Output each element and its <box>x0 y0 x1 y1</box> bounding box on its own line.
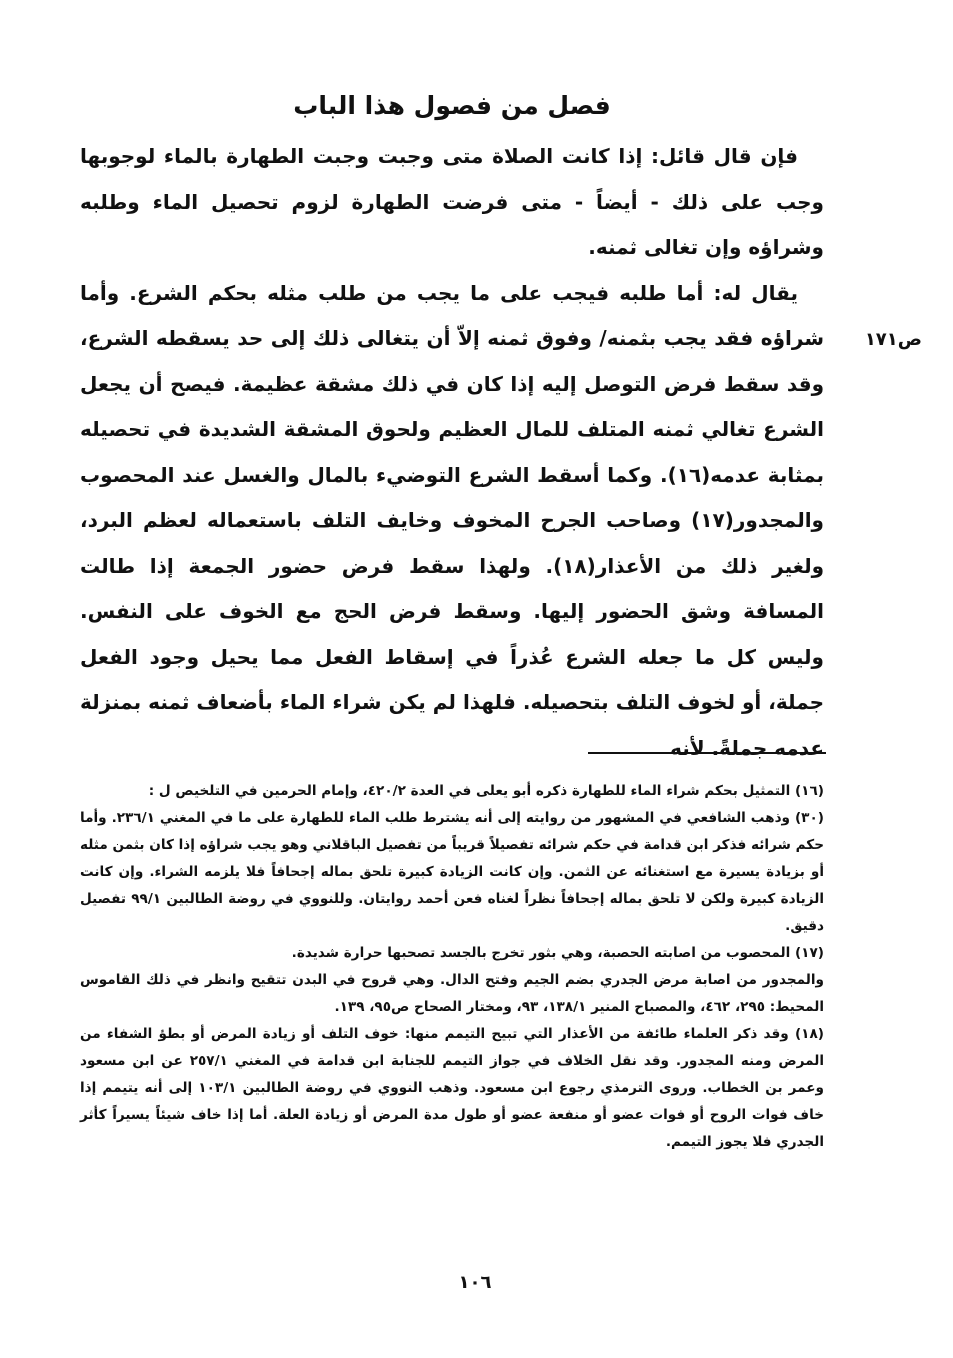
marginal-page-reference: ص١٧١ <box>864 329 922 350</box>
paragraph-text: فإن قال قائل: إذا كانت الصلاة متى وجبت وجبت الطهارة بالماء لوجوبها وجب على ذلك - أيضاً - متى فرضت الطهارة لزوم تحصيل الماء وطلبه وشراؤه وإن تغالى ثمنه. <box>80 144 824 259</box>
footnote: (١٦) التمثيل بحكم شراء الماء للطهارة ذكره أبو يعلى في العدة ٤٢٠/٢، وإمام الحرمين في التلخيص ل : <box>148 783 824 799</box>
footnote: (٣٠) وذهب الشافعي في المشهور من روايته إلى أنه يشترط طلب الماء للطهارة على ما في المغني ٢٣٦/١. وأما حكم شرائه فذكر ابن قدامة في حكم شرائه تفصيلاً قريباً من تفصيل الباقلاني وهو يجب شراؤه إذا كان بثمن مثله أو بزيادة يسيرة مع استغنائه عن الثمن. وإن كانت الزيادة كبيرة تلحق بماله إجحافاً فلا يلزمه الشراء. وإن كانت الزيادة كبيرة ولكن لا تلحق بماله إجحافاً نظراً لغناه فعن أحمد روايتان. وللنووي في روضة الطالبين ٩٩/١ تفصيل دقيق. <box>80 810 824 934</box>
footnote-separator <box>588 752 826 754</box>
paragraph <box>80 134 824 271</box>
footnote: (١٧) المحصوب من اصابته الحصبة، وهي بثور تخرج بالجسد تصحبها حرارة شديدة. <box>291 945 824 961</box>
section-title: فصل من فصول هذا الباب <box>293 91 611 120</box>
page-number: ١٠٦ <box>458 1272 492 1293</box>
main-text <box>80 134 824 771</box>
footnote: والمجدور من اصابة مرض الجدري بضم الجيم وفتح الدال. وهي قروح في البدن تتقيح وانظر في ذلك القاموس المحيط: ٢٩٥، ٤٦٢، والمصباح المنير ١٣٨/١، ٩٣، ومختار الصحاح ص٩٥، ١٣٩. <box>80 972 824 1015</box>
footnotes <box>80 778 824 1156</box>
footnote: (١٨) وقد ذكر العلماء طائفة من الأعذار التي تبيح التيمم منها: خوف التلف أو زيادة المرض أو بطؤ الشفاء من المرض ومنه المجدور. وقد نقل الخلاف في جواز التيمم للجنابة ابن قدامة في المغني ٢٥٧/١ عن ابن مسعود وعمر بن الخطاب. وروى الترمذي رجوع ابن مسعود. وذهب النووي في روضة الطالبين ١٠٣/١ إلى أنه يتيمم إذا خاف فوات الروح أو فوات عضو أو منفعة عضو أو طول مدة المرض أو زيادة العلة. أما إذا خاف شيئاً يسيراً كأثر الجدري فلا يجوز التيمم. <box>80 1026 824 1150</box>
paragraph <box>80 271 824 772</box>
paragraph-text: يقال له: أما طلبه فيجب على ما يجب من طلب مثله بحكم الشرع. وأما شراؤه فقد يجب بثمنه/ وفوق ثمنه إلاّ أن يتغالى ذلك إلى حد يسقطه الشرع، وقد سقط فرض التوصل إليه إذا كان في ذلك مشقة عظيمة. فيصح أن يجعل الشرع تغالي ثمنه المتلف للمال العظيم ولحوق المشقة الشديدة في تحصيله بمثابة عدمه(١٦). وكما أسقط الشرع التوضيء بالمال والغسل عند المحصوب والمجدور(١٧) وصاحب الجرح المخوف وخايف التلف باستعماله لعظم البرد، ولغير ذلك من الأعذار(١٨). ولهذا سقط فرض حضور الجمعة إذا طالت المسافة وشق الحضور إليها. وسقط فرض الحج مع الخوف على النفس. وليس كل ما جعله الشرع عُذراً في إسقاط الفعل مما يحيل وجود الفعل جملة، أو لخوف التلف بتحصيله. فلهذا لم يكن شراء الماء بأضعاف ثمنه بمنزلة عدمه جملةً. لأنه <box>80 280 825 760</box>
